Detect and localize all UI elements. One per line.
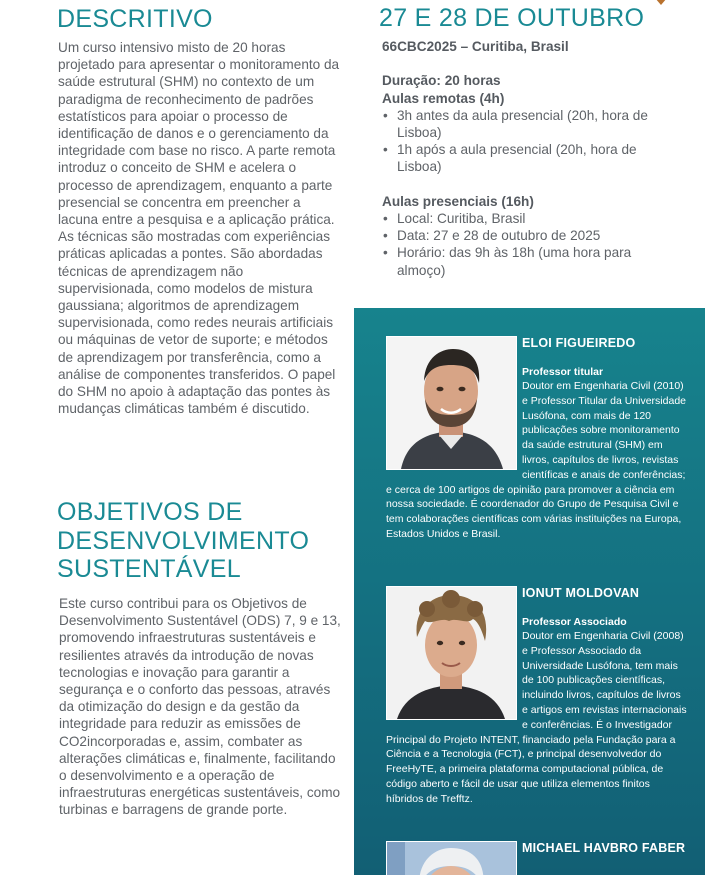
speaker-photo <box>386 841 517 875</box>
remote-classes-title: Aulas remotas (4h) <box>382 90 505 106</box>
sdg-text: Este curso contribui para os Objetivos de Desenvolvimento Sustentável (ODS) 7, 9 e 13, promovendo infraestruturas sustentáveis e resilientes através da introdução de novas tecnologias e inovação para garantir a segurança e o conforto das pessoas, através da otimização do design e da gestão da integridade para reduzir as emissões de CO2incorporadas e, assim, combater as alterações climáticas e, finalmente, facilitando o desenvolvimento e a operação de infraestruturas energéticas sustentáveis, como turbinas e barragens de grande porte. <box>59 596 341 818</box>
speaker-photo <box>386 336 517 470</box>
speaker-name: MICHAEL HAVBRO FABER <box>522 841 686 855</box>
speaker-role: Professor Associado <box>522 616 627 628</box>
event-duration: Duração: 20 horas <box>382 73 501 89</box>
speaker-bio: Doutor em Engenharia Civil (2010) e Professor Titular da Universidade Lusófona, com mais de 120 publicações sobre monitoramento da saúde estrutural (SHM) em livros, capítulos de livros, revistas científicas e anais de conferências; e cerca de 100 artigos de opinião para promover a ciência em nossa sociedade. É coordenador do Grupo de Pesquisa Civil e tem colaborações científicas com várias instituições na Europa, Estados Unidos e Brasil. <box>386 380 686 540</box>
speakers-panel <box>354 308 705 875</box>
speaker-photo <box>386 586 517 720</box>
speaker-name: IONUT MOLDOVAN <box>522 586 640 600</box>
speaker-role: Professor titular <box>522 366 604 378</box>
onsite-classes-title: Aulas presenciais (16h) <box>382 193 534 209</box>
event-location: 66CBC2025 – Curitiba, Brasil <box>382 39 569 54</box>
description-text: Um curso intensivo misto de 20 horas projetado para apresentar o monitoramento da saúde estrutural (SHM) no contexto de um paradigma de reconhecimento de padrões estatísticos para apoiar o processo de identificação de danos e o gerenciamento da integridade com base no risco. A parte remota introduz o conceito de SHM e acelera o processo de aprendizagem, enquanto a parte presencial se concentra em preencher a lacuna entre a pesquisa e a aplicação prática. As técnicas são mostradas com experiências práticas aplicadas a pontes. São abordadas técnicas de aprendizagem não supervisionada, como modelos de mistura gaussiana; algoritmos de aprendizagem supervisionada, como redes neurais artificiais ou máquinas de vetor de suporte; e métodos de aprendizagem por transferência, como a análise de componentes transferidos. O papel do SHM no apoio à adaptação das pontes às mudanças climáticas também é discutido. <box>58 40 340 417</box>
onsite-classes-list <box>382 210 682 279</box>
remote-classes-list <box>382 107 682 176</box>
list-item: • 3h antes da aula presencial (20h, hora de Lisboa) <box>382 107 682 141</box>
speaker-card <box>386 586 688 807</box>
list-item: • Local: Curitiba, Brasil <box>382 210 682 227</box>
speaker-bio: Doutor em Engenharia Civil (2008) e Professor Associado da Universidade Lusófona, tem mais de 100 publicações científicas, incluindo livros, capítulos de livros e artigos em revistas internacionais e conferências. É o Investigador Principal do Projeto INTENT, financiado pela Fundação para a Ciência e a Tecnologia (FCT), e principal desenvolvedor do FreeHyTE, a primeira plataforma computacional pública, de código aberto e fácil de usar que utiliza elementos finitos híbridos de Trefftz. <box>386 630 687 805</box>
list-item: • 1h após a aula presencial (20h, hora de Lisboa) <box>382 141 682 175</box>
speaker-name: ELOI FIGUEIREDO <box>522 336 636 350</box>
sdg-title: OBJETIVOS DE DESENVOLVIMENTO SUSTENTÁVEL <box>57 498 310 583</box>
description-title: DESCRITIVO <box>57 5 213 33</box>
event-date-title: 27 E 28 DE OUTUBRO <box>379 4 645 32</box>
speaker-card <box>386 841 688 875</box>
ornament-shape <box>655 0 667 5</box>
event-info <box>382 38 682 279</box>
list-item: • Data: 27 e 28 de outubro de 2025 <box>382 227 682 244</box>
list-item: • Horário: das 9h às 18h (uma hora para almoço) <box>382 244 682 278</box>
speaker-card <box>386 336 688 542</box>
